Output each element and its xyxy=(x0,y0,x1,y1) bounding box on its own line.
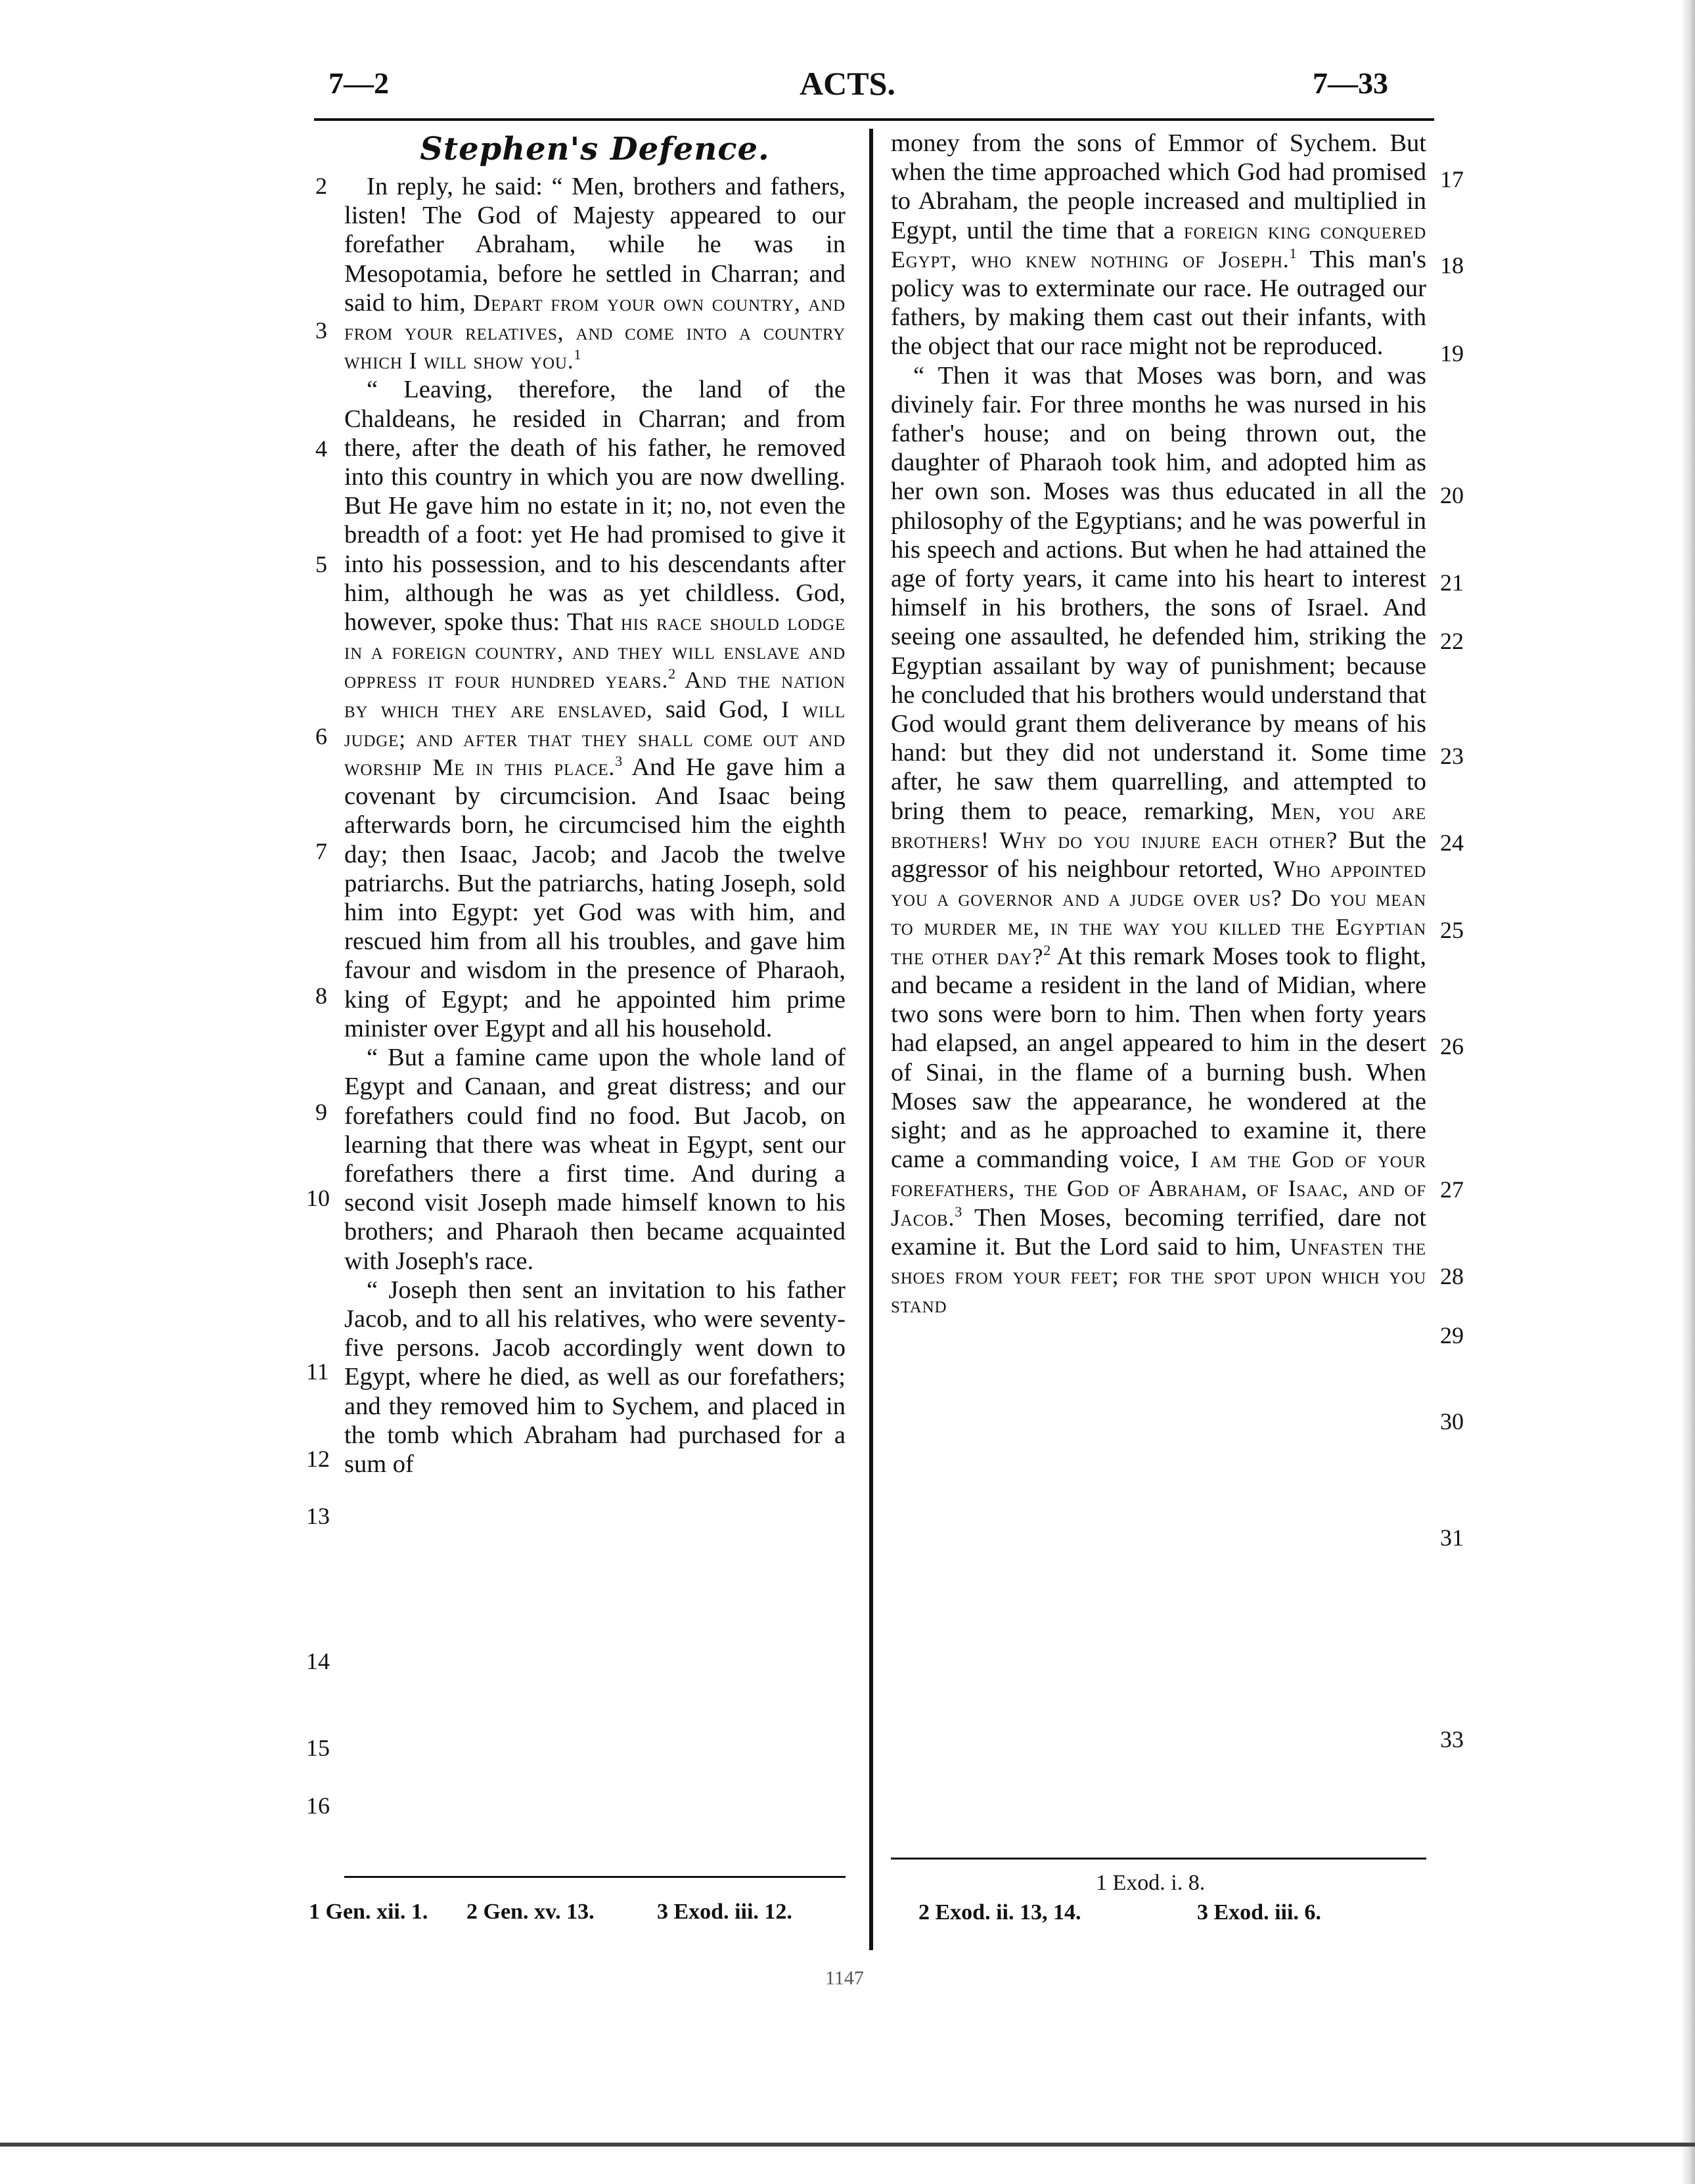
left-paragraph-4: “ Joseph then sent an invitation to his father Jacob, and to all his relatives, who were seventy-five persons. Jacob accordingly went down to Egypt, where he died, as well as our forefathers; and they removed him to Sychem, and placed in the tomb which Abraham had purchased for a sum of xyxy=(344,1276,846,1478)
verse-number: 14 xyxy=(306,1648,330,1674)
page-number: 1147 xyxy=(825,1967,864,1989)
footnote-rule-left xyxy=(344,1876,846,1878)
right-paragraph-1: money from the sons of Emmor of Sychem. But when the time approached which God had promised to Abraham, the people increased and multiplied in Egypt, until the time that a foreign king conquered Egypt, who knew nothing of Joseph.$^1$ This man's policy was to exterminate our race. He outraged our fathers, by making them cast out their infants, with the object that our race might not be reproduced. xyxy=(891,129,1426,361)
verse-number: 9 xyxy=(315,1099,327,1125)
verse-number: 8 xyxy=(315,983,327,1009)
verse-number: 2 xyxy=(315,173,327,199)
verse-number: 26 xyxy=(1440,1033,1464,1059)
scan-edge-shadow xyxy=(1681,0,1695,2184)
verse-number: 27 xyxy=(1440,1176,1464,1203)
scan-bottom-edge xyxy=(0,2143,1695,2147)
header-chapter-end: 7—33 xyxy=(1313,66,1388,100)
verse-number: 11 xyxy=(306,1358,329,1385)
right-column xyxy=(891,129,1426,1319)
verse-number: 18 xyxy=(1440,252,1464,279)
verse-number: 3 xyxy=(315,317,327,344)
verse-number: 33 xyxy=(1440,1726,1464,1752)
verse-number: 25 xyxy=(1440,917,1464,943)
column-divider xyxy=(869,129,873,1950)
verse-number: 4 xyxy=(315,435,327,462)
verse-number: 19 xyxy=(1440,340,1464,367)
header-rule xyxy=(314,118,1434,121)
footnote-left-3: 3 Exod. iii. 12. xyxy=(657,1900,792,1924)
verse-number: 28 xyxy=(1440,1263,1464,1289)
footnote-right-1: 1 Exod. i. 8. xyxy=(1096,1871,1206,1895)
verse-number: 7 xyxy=(315,838,327,864)
header-chapter-start: 7—2 xyxy=(328,66,389,100)
section-heading: Stephen's Defence. xyxy=(420,131,770,167)
verse-number: 15 xyxy=(306,1735,330,1761)
left-paragraph-1: In reply, he said: “ Men, brothers and fathers, listen! The God of Majesty appeared to our forefather Abraham, while he was in Mesopotamia, before he settled in Charran; and said to him, Depart from your own country, and from your relatives, and come into a country which I will show you.$^1$ xyxy=(344,173,846,374)
verse-number: 29 xyxy=(1440,1322,1464,1348)
verse-number: 31 xyxy=(1440,1525,1464,1551)
verse-number: 20 xyxy=(1440,482,1464,508)
verse-number: 5 xyxy=(315,551,327,577)
verse-number: 10 xyxy=(306,1185,330,1211)
verse-number: 6 xyxy=(315,723,327,749)
verse-number: 12 xyxy=(306,1446,330,1472)
footnote-right-2: 2 Exod. ii. 13, 14. xyxy=(918,1900,1081,1925)
verse-number: 17 xyxy=(1440,166,1464,192)
verse-number: 13 xyxy=(306,1503,330,1529)
footnote-left-2: 2 Gen. xv. 13. xyxy=(466,1900,595,1924)
left-paragraph-3: “ But a famine came upon the whole land of Egypt and Canaan, and great distress; and our forefathers could find no food. But Jacob, on learning that there was wheat in Egypt, sent our forefathers there a first time. And during a second visit Joseph made himself known to his brothers; and Pharaoh then became acquainted with Joseph's race. xyxy=(344,1044,846,1275)
right-paragraph-2: “ Then it was that Moses was born, and was divinely fair. For three months he was nursed in his father's house; and on being thrown out, the daughter of Pharaoh took him, and adopted him as her own son. Moses was thus educated in all the philosophy of the Egyptians; and he was powerful in his speech and actions. But when he had attained the age of forty years, it came into his heart to interest himself in his brothers, the sons of Israel. And seeing one assaulted, he defended him, striking the Egyptian assailant by way of punishment; because he concluded that his brothers would understand that God would grant them deliverance by means of his hand: but they did not understand it. Some time after, he saw them quarrelling, and attempted to bring them to peace, remarking, Men, you are brothers! Why do you injure each other? But the aggressor of his neighbour retorted, Who appointed you a governor and a judge over us? Do you mean to murder me, in the way you killed the Egyptian the other day?$^2$ At this remark Moses took to flight, and became a resident in the land of Midian, where two sons were born to him. Then when forty years had elapsed, an angel appeared to him in the desert of Sinai, in the flame of a burning bush. When Moses saw the appearance, he wondered at the sight; and as he approached to examine it, there came a commanding voice, I am the God of your forefathers, the God of Abraham, of Isaac, and of Jacob.$^3$ Then Moses, becoming terrified, dare not examine it. But the Lord said to him, Unfasten the shoes from your feet; for the spot upon which you stand xyxy=(891,361,1427,1318)
verse-number: 23 xyxy=(1440,743,1464,769)
verse-number: 30 xyxy=(1440,1408,1464,1435)
verse-number: 21 xyxy=(1440,569,1464,596)
footnote-right-3: 3 Exod. iii. 6. xyxy=(1197,1900,1321,1925)
left-paragraph-2: “ Leaving, therefore, the land of the Chaldeans, he resided in Charran; and from there, after the death of his father, he removed into this country in which you are now dwelling. But He gave him no estate in it; no, not even the breadth of a foot: yet He had promised to give it into his possession, and to his descendants after him, although he was as yet childless. God, however, spoke thus: That his race should lodge in a foreign country, and they will enslave and oppress it four hundred years.$^2$ And the nation by which they are enslaved, said God, I will judge; and after that they shall come out and worship Me in this place.$^3$ And He gave him a covenant by circumcision. And Isaac being afterwards born, he circumcised him the eighth day; then Isaac, Jacob; and Jacob the twelve patriarchs. But the patriarchs, hating Joseph, sold him into Egypt: yet God was with him, and rescued him from all his troubles, and gave him favour and wisdom in the presence of Pharaoh, king of Egypt; and he appointed him prime minister over Egypt and all his household. xyxy=(344,376,846,1042)
footnote-left-1: 1 Gen. xii. 1. xyxy=(309,1900,428,1924)
verse-number: 22 xyxy=(1440,628,1464,654)
verse-number: 24 xyxy=(1440,830,1464,856)
footnote-rule-right xyxy=(891,1858,1426,1860)
verse-number: 16 xyxy=(306,1793,330,1819)
header-book-title: ACTS. xyxy=(800,65,895,102)
left-column xyxy=(344,129,846,1479)
